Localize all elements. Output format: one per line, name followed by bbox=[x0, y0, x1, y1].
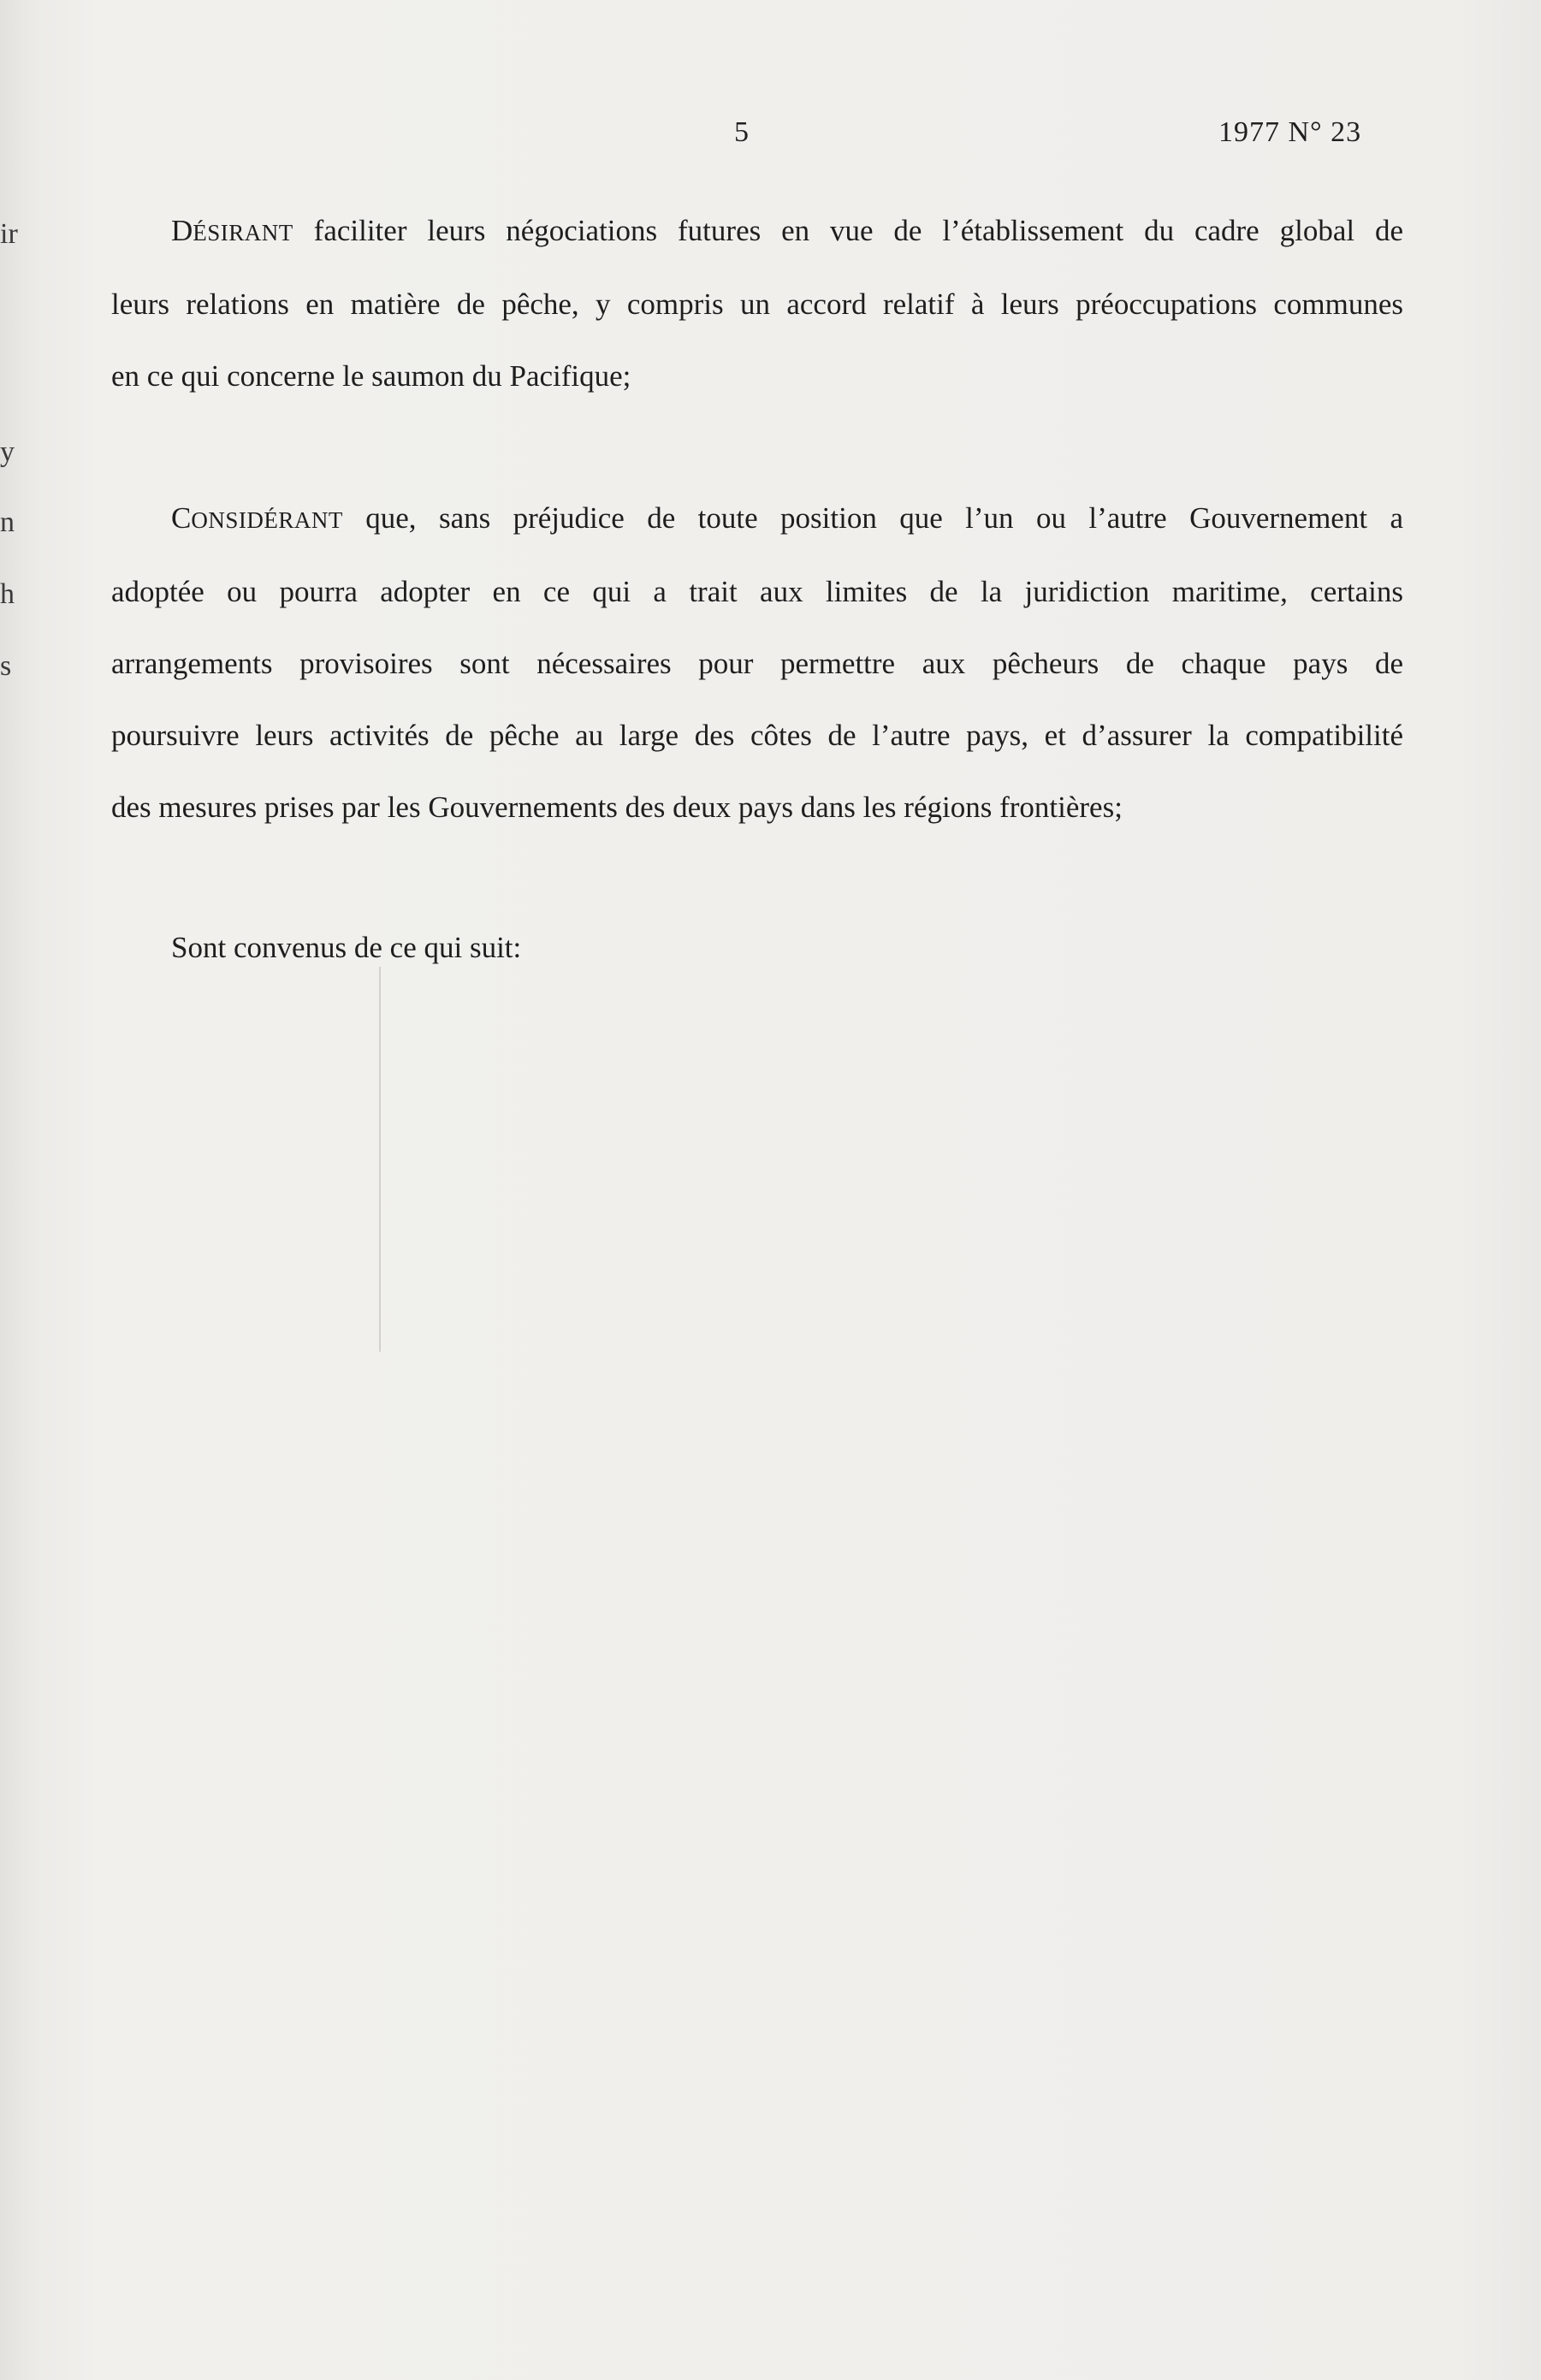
line-text: faciliter leurs négociations futures en vue de l’établissement du cadre global de bbox=[293, 214, 1403, 247]
paragraph-line: leurs relations en matière de pêche, y compris un accord relatif à leurs préoccupations communes bbox=[111, 287, 1403, 321]
page-header bbox=[0, 116, 1541, 151]
margin-fragment: ir bbox=[0, 218, 18, 250]
line-text: que, sans préjudice de toute position que l’un ou l’autre Gouvernement a bbox=[342, 501, 1403, 535]
paragraph-line bbox=[111, 483, 1403, 556]
margin-fragment: s bbox=[0, 650, 12, 682]
margin-fragment: h bbox=[0, 578, 15, 610]
paragraph-line bbox=[111, 195, 1403, 269]
paragraph-line: en ce qui concerne le saumon du Pacifique; bbox=[111, 359, 631, 393]
lead-word-rest: ONSIDÉRANT bbox=[191, 507, 343, 533]
margin-fragment: y bbox=[0, 436, 15, 468]
document-reference: 1977 N° 23 bbox=[1218, 116, 1362, 148]
paragraph-conclusion bbox=[111, 912, 1403, 984]
paragraph-line: Sont convenus de ce qui suit: bbox=[171, 931, 522, 964]
paragraph-considerant bbox=[111, 483, 1403, 844]
page-number: 5 bbox=[734, 116, 749, 148]
paragraph-desirant bbox=[111, 195, 1403, 412]
paragraph-line: arrangements provisoires sont nécessaires pour permettre aux pêcheurs de chaque pays de bbox=[111, 647, 1403, 680]
lead-word-rest: ÉSIRANT bbox=[193, 220, 293, 246]
paragraph-line: adoptée ou pourra adopter en ce qui a trait aux limites de la juridiction maritime, certains bbox=[111, 575, 1403, 608]
margin-fragment: n bbox=[0, 506, 15, 538]
paragraph-line: poursuivre leurs activités de pêche au large des côtes de l’autre pays, et d’assurer la compatibilité bbox=[111, 719, 1403, 752]
lead-word-initial: C bbox=[171, 501, 192, 535]
lead-word-initial: D bbox=[171, 214, 193, 247]
scan-mark bbox=[379, 967, 381, 1352]
paragraph-line: des mesures prises par les Gouvernements des deux pays dans les régions frontières; bbox=[111, 790, 1123, 824]
